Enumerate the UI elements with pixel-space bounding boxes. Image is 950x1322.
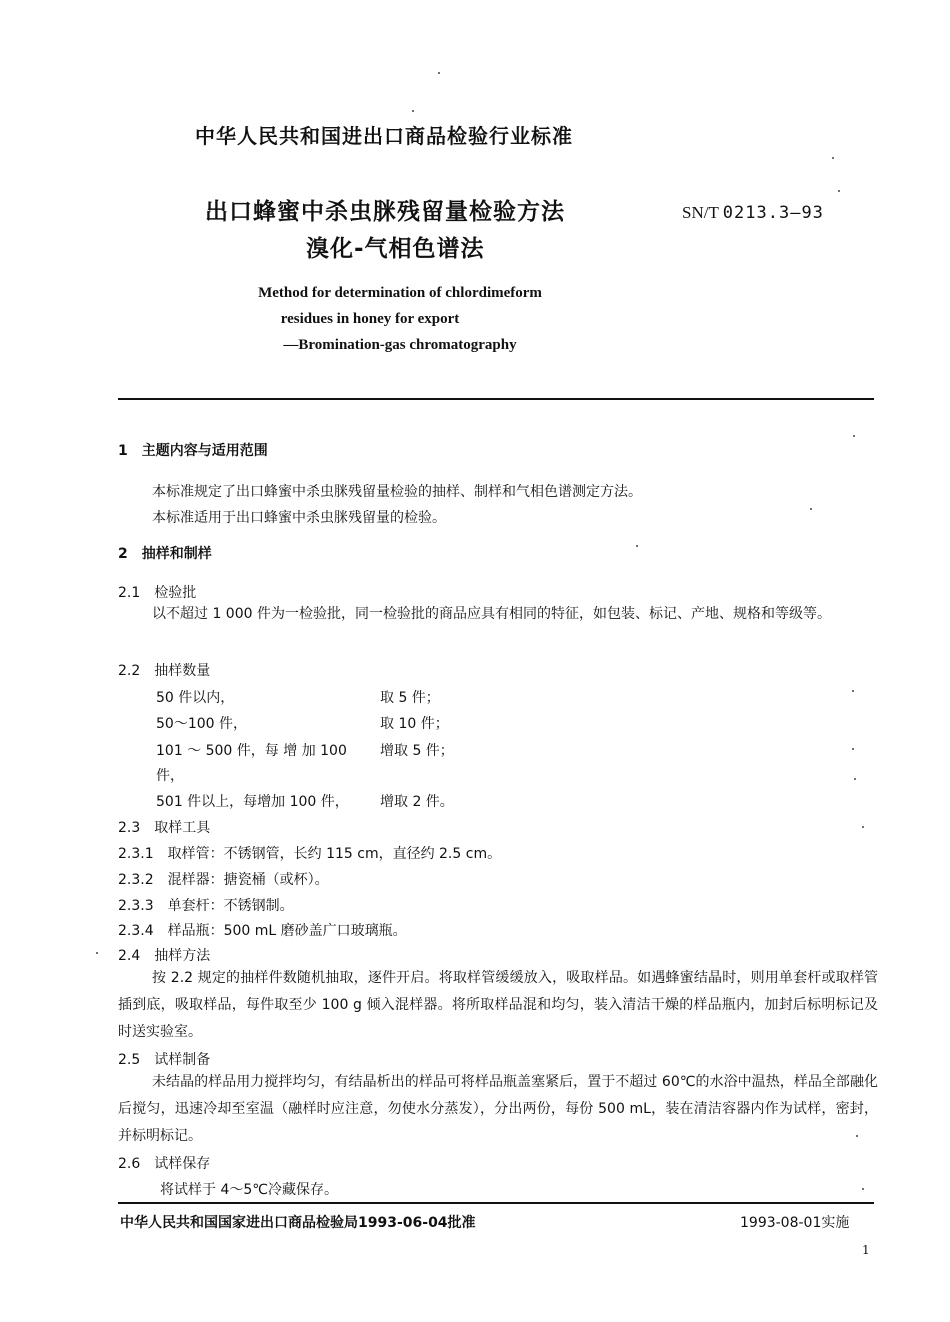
approval-statement: 中华人民共和国国家进出口商品检验局1993-06-04批准 (120, 1215, 476, 1231)
scan-speck (810, 508, 812, 510)
document-subtitle: 溴化-气相色谱法 (306, 236, 485, 262)
standard-code (682, 203, 824, 223)
scan-speck (854, 778, 856, 780)
section-2-1-text: 以不超过 1 000 件为一检验批，同一检验批的商品应具有相同的特征，如包装、标记、产地、规格和等级等。 (152, 606, 831, 622)
section-2-5-text: 未结晶的样品用力搅拌均匀，有结晶析出的样品可将样品瓶盖塞紧后，置于不超过 60℃的水浴中温热，样品全部融化后搅匀，迅速冷却至室温（融样时应注意，勿使水分蒸发），分出两份，每份 500 mL，装在清洁容器内作为试样，密封，并标明标记。 (118, 1074, 878, 1144)
scan-speck (438, 72, 440, 74)
section-2-1-heading: 2.1 检验批 (118, 585, 197, 601)
section-2-4-text: 按 2.2 规定的抽样件数随机抽取，逐件开启。将取样管缓缓放入，吸取样品。如遇蜂蜜结晶时，则用单套杆或取样管插到底，吸取样品，每件取至少 100 g 倾入混样器。将所取样品混和均匀，装入清洁干燥的样品瓶内，加封后标明标记及时送实验室。 (118, 970, 878, 1040)
section-2-3-heading: 2.3 取样工具 (118, 820, 211, 836)
effective-date: 1993-08-01实施 (740, 1215, 850, 1231)
section-1-paragraph-1: 本标准规定了出口蜂蜜中杀虫脒残留量检验的抽样、制样和气相色谱测定方法。 (152, 484, 642, 500)
scan-speck (838, 190, 840, 192)
sampling-row-take: 增取 5 件； (380, 743, 454, 759)
section-2-4-heading: 2.4 抽样方法 (118, 948, 211, 964)
standard-category: 中华人民共和国进出口商品检验行业标准 (195, 124, 573, 148)
scan-speck (852, 748, 854, 750)
sampling-row-take: 取 5 件； (380, 690, 440, 706)
english-title-line-1: Method for determination of chlordimeform (258, 285, 542, 301)
english-title-line-3: —Bromination-gas chromatography (283, 337, 517, 353)
sampling-row-take: 增取 2 件。 (380, 794, 454, 810)
tool-item: 2.3.3 单套杆：不锈钢制。 (118, 898, 294, 914)
section-2-6-heading: 2.6 试样保存 (118, 1156, 211, 1172)
footer-divider (118, 1202, 874, 1204)
sampling-row-take: 取 10 件； (380, 716, 449, 732)
sampling-row-range: 50 件以内， (156, 690, 235, 706)
scan-speck (96, 952, 98, 954)
scan-speck (856, 1135, 858, 1137)
standard-code-prefix: SN/T (682, 203, 719, 222)
document-title: 出口蜂蜜中杀虫脒残留量检验方法 (205, 199, 565, 225)
section-2-5-heading: 2.5 试样制备 (118, 1052, 211, 1068)
tool-item: 2.3.2 混样器：搪瓷桶（或杯）。 (118, 872, 329, 888)
section-2-6-text: 将试样于 4～5℃冷藏保存。 (160, 1182, 338, 1198)
scan-speck (853, 435, 855, 437)
page-number: 1 (862, 1243, 870, 1257)
scan-speck (832, 157, 834, 159)
header-divider (118, 398, 874, 400)
sampling-row-range: 101 ～ 500 件，每 增 加 100 (156, 743, 347, 759)
section-1-paragraph-2: 本标准适用于出口蜂蜜中杀虫脒残留量的检验。 (152, 510, 446, 526)
section-2-2-heading: 2.2 抽样数量 (118, 663, 211, 679)
standard-code-number: 0213.3—93 (722, 203, 824, 223)
sampling-row-range: 50～100 件， (156, 716, 247, 732)
scan-speck (862, 826, 864, 828)
scan-speck (412, 110, 414, 112)
scan-speck (862, 1188, 864, 1190)
section-2-heading: 2 抽样和制样 (118, 546, 212, 562)
scan-speck (852, 690, 854, 692)
sampling-row-range: 件， (156, 768, 184, 784)
tool-item: 2.3.1 取样管：不锈钢管，长约 115 cm，直径约 2.5 cm。 (118, 846, 502, 862)
scan-speck (636, 545, 638, 547)
section-1-heading: 1 主题内容与适用范围 (118, 443, 268, 459)
sampling-row-range: 501 件以上，每增加 100 件， (156, 794, 349, 810)
english-title-line-2: residues in honey for export (280, 311, 460, 327)
tool-item: 2.3.4 样品瓶：500 mL 磨砂盖广口玻璃瓶。 (118, 923, 407, 939)
